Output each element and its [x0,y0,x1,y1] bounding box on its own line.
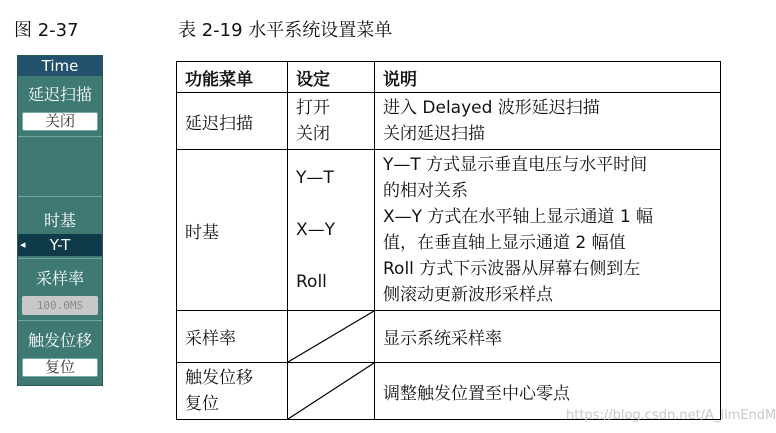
setting-xy: X—Y [296,220,336,240]
delay-scan-button[interactable]: 关闭 [22,112,98,131]
figure-caption: 图 2-37 [14,20,79,41]
row-menu [177,363,288,420]
row-description: 调整触发位置至中心零点 [375,363,721,420]
description-line: 的相对关系 [383,181,468,201]
sample-rate-value: 100.0MS [22,296,98,315]
watermark: https://blog.csdn.net/A_llmEndM [566,408,776,423]
row-menu: 时基 [177,150,288,311]
header-function: 功能菜单 [177,62,288,93]
diagonal-line [288,363,374,419]
table-row [177,150,721,311]
menu-line: 触发位移 [185,368,253,388]
table-caption: 表 2-19 水平系统设置菜单 [178,20,393,41]
setting-roll: Roll [296,272,327,292]
menu-divider [18,196,102,197]
description-line: Roll 方式下示波器从屏幕右侧到左 [383,259,641,279]
diagonal-line [288,311,374,362]
timebase-label: 时基 [43,211,76,230]
timebase-selector[interactable] [18,234,102,256]
row-description [375,150,721,311]
row-description: 显示系统采样率 [375,311,721,363]
description-line: 值，在垂直轴上显示通道 2 幅值 [383,233,626,253]
setting-on: 打开 [296,98,330,118]
sample-rate-label: 采样率 [35,269,84,288]
description-line: X—Y 方式在水平轴上显示通道 1 幅 [383,207,654,227]
delay-scan-label: 延迟扫描 [27,85,92,104]
menu-divider [18,136,102,137]
horizontal-settings-table [176,61,721,420]
header-setting: 设定 [288,62,375,93]
empty-setting-cell [288,363,375,420]
description-line: 进入 Delayed 波形延迟扫描 [383,98,600,118]
table-header-row [177,62,721,93]
description-line: Y—T 方式显示垂直电压与水平时间 [383,155,648,175]
row-description [375,93,721,150]
trigger-offset-label: 触发位移 [27,331,92,350]
empty-setting-cell [288,311,375,363]
trigger-reset-button[interactable]: 复位 [22,358,98,377]
row-menu: 延迟扫描 [177,93,288,150]
time-menu-panel [17,55,103,386]
table-row [177,311,721,363]
setting-off: 关闭 [296,124,330,144]
menu-title: Time [18,56,102,76]
menu-line: 复位 [185,394,219,414]
table-row [177,93,721,150]
caret-left-icon: ◂ [20,238,26,251]
menu-divider [18,320,102,321]
timebase-value: Y-T [49,236,71,254]
row-settings [288,150,375,311]
row-settings [288,93,375,150]
header-description: 说明 [375,62,721,93]
setting-yt: Y—T [296,168,334,188]
row-menu: 采样率 [177,311,288,363]
menu-divider [18,258,102,259]
description-line: 关闭延迟扫描 [383,124,485,144]
description-line: 侧滚动更新波形采样点 [383,285,553,305]
